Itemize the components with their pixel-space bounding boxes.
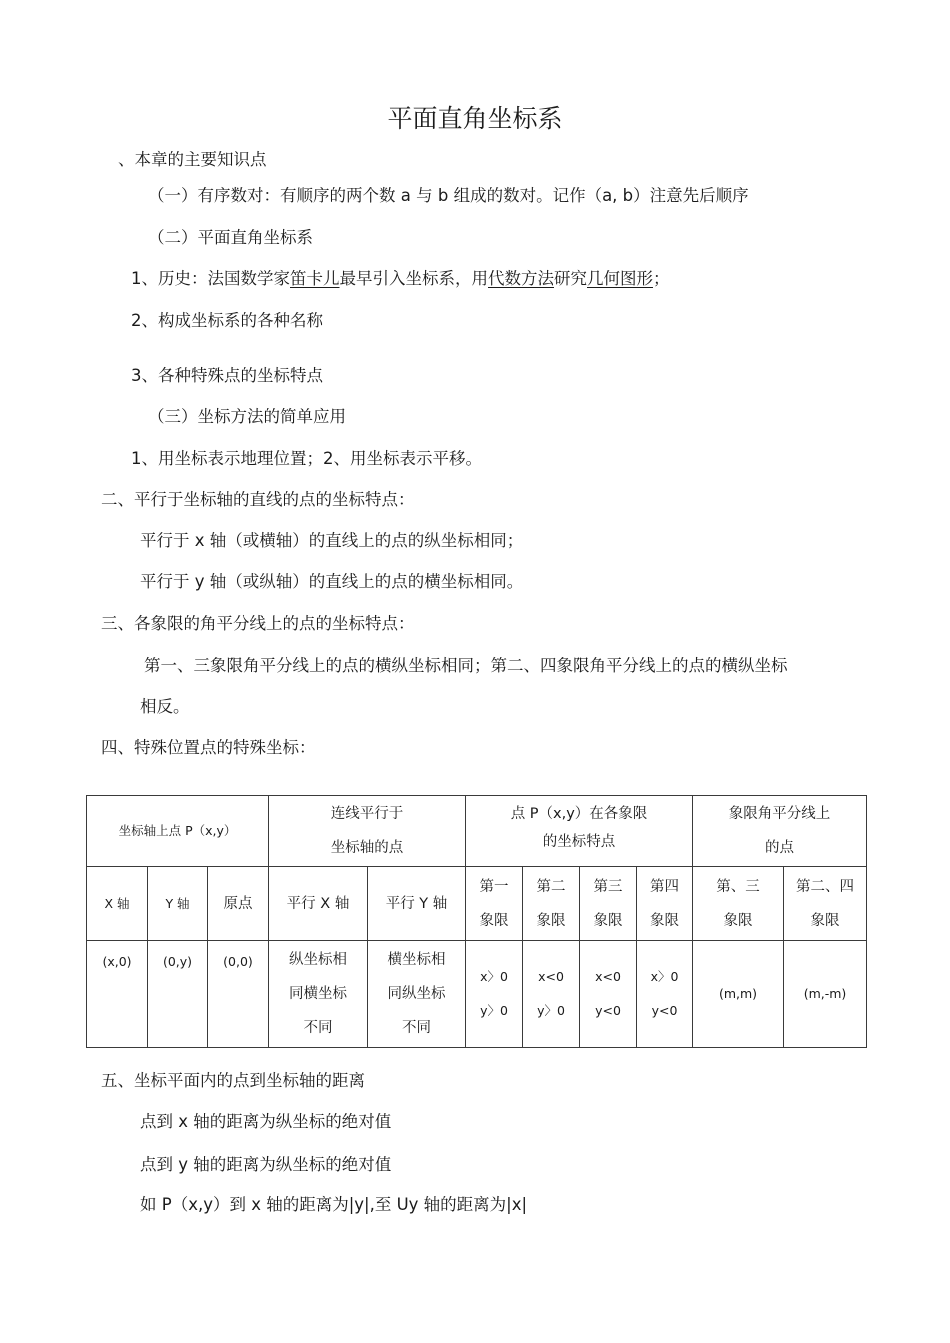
q3-y: y<0 [595,1003,621,1018]
special-coordinates-table [86,795,867,1048]
ordered-pair-text: （一）有序数对：有顺序的两个数 a 与 b 组成的数对。记作（a, b）注意先后顺序 [148,186,749,205]
q4-label-b: 象限 [650,912,679,929]
header-parallel-line1: 连线平行于 [330,806,404,822]
b13-label-b: 象限 [723,912,753,929]
q3-label-a: 第三 [593,878,623,895]
section-2-heading: 二、平行于坐标轴的直线的点的坐标特点： [101,490,415,509]
val-quadrant-1 [466,941,523,1048]
header-parallel [269,796,466,867]
b13-label-a: 第、三 [716,878,760,895]
val-quadrant-4 [637,941,693,1048]
distance-x-line: 点到 x 轴的距离为纵坐标的绝对值 [140,1112,392,1131]
val-parallel-y-1: 横坐标相 [387,952,446,968]
col-x-axis: X 轴 [87,867,148,941]
header-bisector-line2: 的点 [765,840,794,856]
val-parallel-x-3: 不同 [303,1020,333,1036]
col-parallel-y: 平行 Y 轴 [368,867,466,941]
q1-x: x〉0 [480,969,508,984]
names-line: 2、构成坐标系的各种名称 [131,311,323,330]
val-y-axis: (0,y) [148,941,208,1048]
q1-label-a: 第一 [479,878,509,895]
val-bisector-24: (m,-m) [784,941,867,1048]
parallel-x-line: 平行于 x 轴（或横轴）的直线上的点的纵坐标相同； [140,531,524,550]
history-line [131,269,670,289]
application-line: 1、用坐标表示地理位置；2、用坐标表示平移。 [131,449,482,468]
q1-label-b: 象限 [479,912,509,929]
page-title: 平面直角坐标系 [387,104,563,133]
section-3-heading: 三、各象限的角平分线上的点的坐标特点： [101,614,415,633]
col-quadrant-1 [466,867,523,941]
header-parallel-line2: 坐标轴的点 [330,840,404,856]
val-parallel-x-1: 纵坐标相 [289,952,347,968]
distance-y-line: 点到 y 轴的距离为纵坐标的绝对值 [140,1155,392,1174]
special-points-line: 3、各种特殊点的坐标特点 [131,366,323,385]
header-quadrant-line1: 点 P（x,y）在各象限 [510,806,648,822]
q2-label-b: 象限 [536,912,566,929]
q2-label-a: 第二 [536,878,566,895]
subsection-2-heading: （二）平面直角坐标系 [148,228,313,247]
header-bisector [693,796,867,867]
q2-y: y〉0 [537,1003,565,1018]
header-quadrant [466,796,693,867]
section-5-heading: 五、坐标平面内的点到坐标轴的距离 [101,1071,365,1090]
q3-x: x<0 [595,969,621,984]
header-quadrant-line2: 的坐标特点 [542,834,616,850]
history-prefix: 1、历史：法国数学家 [131,269,290,288]
val-x-axis: (x,0) [87,941,148,1048]
col-bisector-24 [784,867,867,941]
col-origin: 原点 [208,867,269,941]
q2-x: x<0 [538,969,564,984]
val-origin: (0,0) [208,941,269,1048]
val-parallel-x-2: 同横坐标 [289,986,347,1002]
parallel-y-line: 平行于 y 轴（或纵轴）的直线上的点的横坐标相同。 [140,572,524,591]
val-bisector-13: (m,m) [693,941,784,1048]
col-bisector-13 [693,867,784,941]
q4-label-a: 第四 [650,878,679,895]
descartes-underlined: 笛卡儿 [290,269,340,288]
history-study: 研究 [554,269,587,288]
col-parallel-x: 平行 X 轴 [269,867,368,941]
val-parallel-x [269,941,368,1048]
section-1-heading: 、本章的主要知识点 [118,150,267,169]
geometry-underlined: 几何图形 [587,269,653,288]
q4-x: x〉0 [650,969,679,984]
header-axis-points: 坐标轴上点 P（x,y） [87,796,269,867]
section-4-heading: 四、特殊位置点的特殊坐标： [101,738,316,757]
b24-label-b: 象限 [810,912,840,929]
col-quadrant-4 [637,867,693,941]
bisector-line-cont: 相反。 [140,697,190,716]
algebra-method-underlined: 代数方法 [488,269,554,288]
distance-example-line: 如 P（x,y）到 x 轴的距离为|y|,至 Uy 轴的距离为|x| [140,1195,528,1214]
col-quadrant-3 [580,867,637,941]
val-parallel-y [368,941,466,1048]
q3-label-b: 象限 [593,912,623,929]
b24-label-a: 第二、四 [796,878,854,895]
q1-y: y〉0 [480,1003,508,1018]
val-parallel-y-2: 同纵坐标 [387,986,446,1002]
q4-y: y<0 [651,1003,678,1018]
history-end: ； [653,269,670,288]
val-parallel-y-3: 不同 [402,1020,431,1036]
header-bisector-line1: 象限角平分线上 [728,806,831,822]
col-y-axis: Y 轴 [148,867,208,941]
history-mid: 最早引入坐标系，用 [339,269,488,288]
col-quadrant-2 [523,867,580,941]
bisector-line: 第一、三象限角平分线上的点的横纵坐标相同；第二、四象限角平分线上的点的横纵坐标 [144,656,788,675]
val-quadrant-2 [523,941,580,1048]
val-quadrant-3 [580,941,637,1048]
subsection-3-heading: （三）坐标方法的简单应用 [148,407,346,426]
